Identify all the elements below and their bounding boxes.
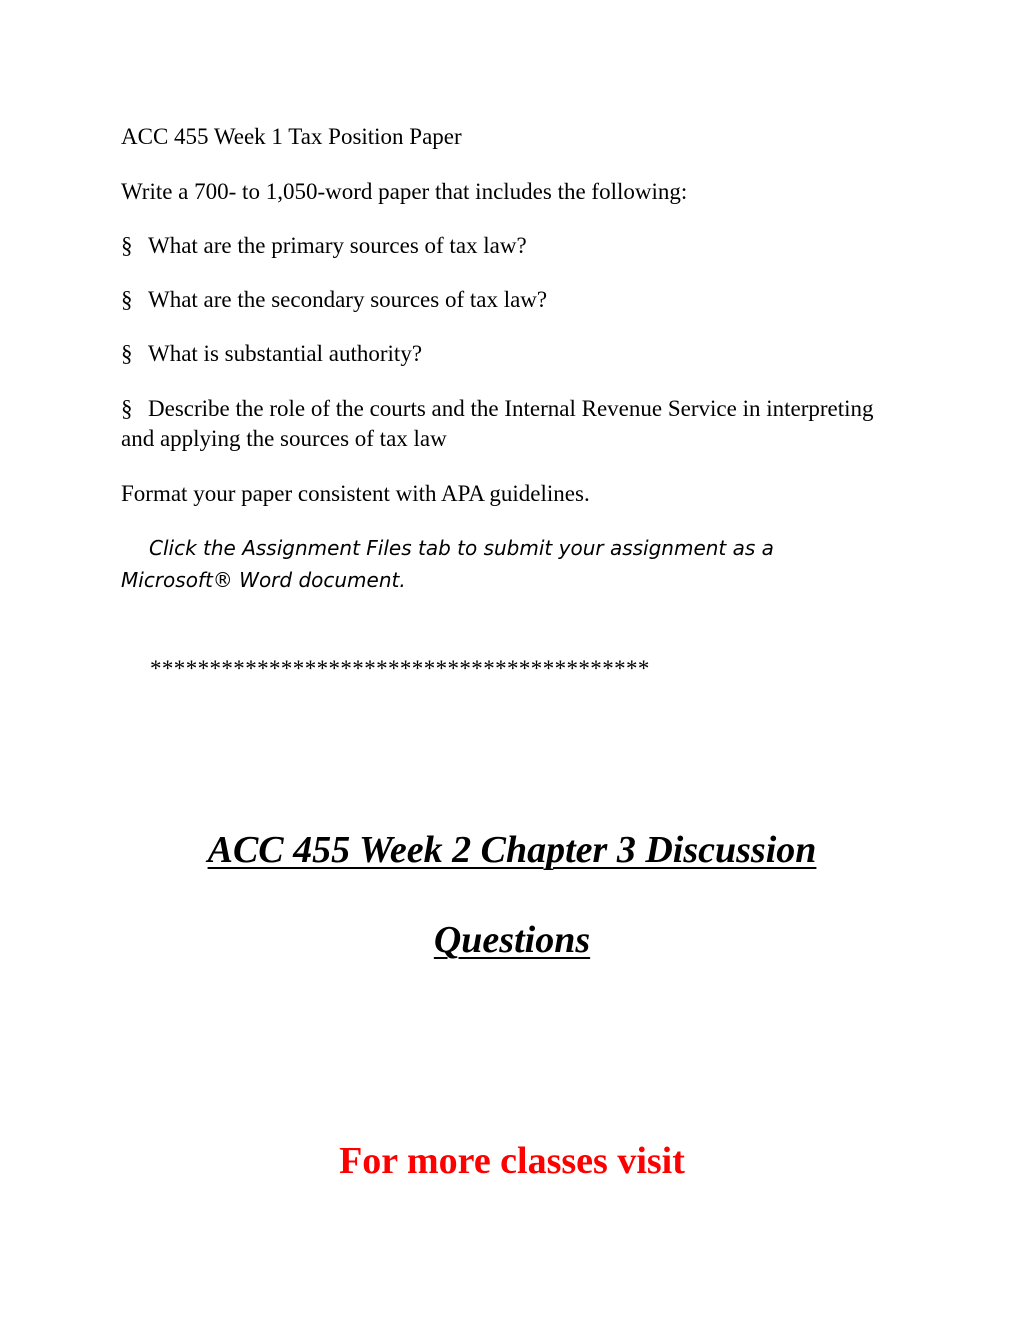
heading-line-1: ACC 455 Week 2 Chapter 3 Discussion [207, 829, 817, 871]
bullet-text: What are the secondary sources of tax law? [148, 287, 548, 312]
bullet-text: What are the primary sources of tax law? [148, 233, 527, 258]
intro-text: Write a 700- to 1,050-word paper that includes the following: [121, 179, 688, 204]
section-heading [0, 828, 1024, 872]
bullet-item [121, 394, 881, 454]
submit-note: Click the Assignment Files tab to submit your assignment as a Microsoft® Word document. [121, 536, 774, 592]
section-sign-icon: § [121, 396, 133, 421]
heading-line-2: Questions [433, 919, 591, 961]
bullet-text: What is substantial authority? [148, 341, 423, 366]
section-sign-icon: § [121, 233, 133, 258]
section-sign-icon: § [121, 287, 133, 312]
separator-line: ****************************************** [150, 656, 650, 681]
bullet-text: Describe the role of the courts and the Internal Revenue Service in interpreting and applying the sources of tax law [121, 396, 874, 451]
bullet-item [121, 231, 527, 261]
bullet-item [121, 285, 547, 315]
visit-promo-text: For more classes visit [339, 1140, 685, 1182]
document-title: ACC 455 Week 1 Tax Position Paper [121, 124, 462, 149]
section-heading-continued [0, 918, 1024, 962]
section-sign-icon: § [121, 341, 133, 366]
bullet-item [121, 339, 422, 369]
format-note: Format your paper consistent with APA guidelines. [121, 481, 590, 506]
